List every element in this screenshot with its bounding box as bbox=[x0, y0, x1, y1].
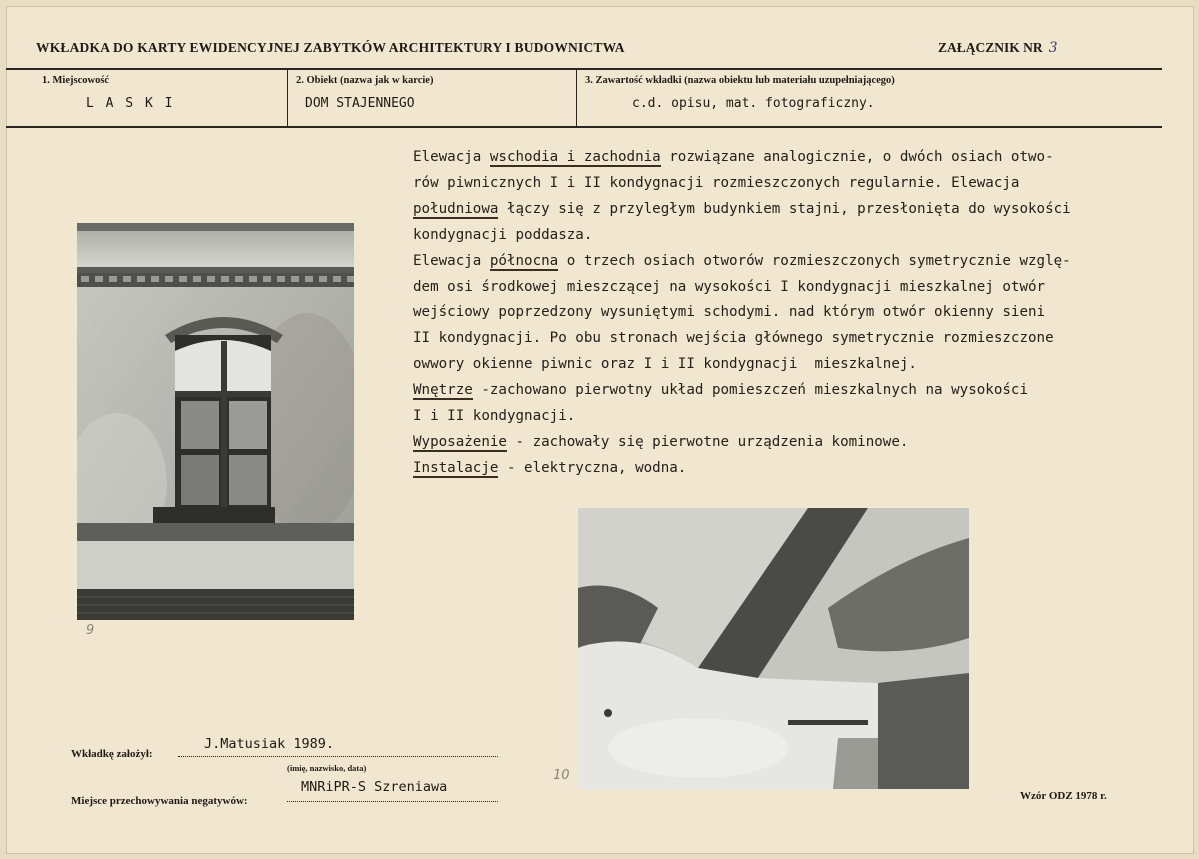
facade-photo-image bbox=[77, 223, 354, 620]
description-line-10: Wnętrze -zachowano pierwotny układ pomieszczeń mieszkalnych na wysokości bbox=[413, 382, 1029, 399]
photo-vaulted-interior bbox=[578, 508, 969, 789]
description-line-5: Elewacja północna o trzech osiach otworów rozmieszczonych symetrycznie wzglę- bbox=[413, 252, 1071, 269]
header-bottom-rule bbox=[6, 126, 1162, 128]
negatives-label: Miejsce przechowywania negatywów: bbox=[71, 795, 248, 807]
description-line-3: południowa łączy się z przyległym budynkiem stajni, przesłonięta do wysokości bbox=[413, 200, 1071, 217]
object-label: 2. Obiekt (nazwa jak w karcie) bbox=[296, 75, 434, 86]
founder-label: Wkładkę założył: bbox=[71, 748, 153, 760]
attachment-number bbox=[938, 40, 1058, 56]
photo-window-facade bbox=[77, 223, 354, 620]
negatives-value: MNRiPR-S Szreniawa bbox=[301, 779, 448, 795]
description-line-4: kondygnacji poddasza. bbox=[413, 226, 593, 243]
description-text bbox=[413, 145, 1193, 482]
founder-hint: (imię, nazwisko, data) bbox=[287, 763, 367, 773]
description-line-2: rów piwnicznych I i II kondygnacji rozmieszczonych regularnie. Elewacja bbox=[413, 174, 1020, 191]
description-line-7: wejściowy poprzedzony wysuniętymi schodymi. nad którym otwór okienny sieni bbox=[413, 304, 1046, 321]
negatives-line bbox=[287, 801, 498, 802]
photo1-number: 9 bbox=[86, 623, 95, 638]
contents-value: c.d. opisu, mat. fotograficzny. bbox=[632, 96, 875, 111]
description-line-12: Wyposażenie - zachowały się pierwotne urządzenia kominowe. bbox=[413, 433, 909, 450]
locality-label: 1. Miejscowość bbox=[42, 75, 110, 86]
contents-label: 3. Zawartość wkładki (nazwa obiektu lub materiału uzupełniającego) bbox=[585, 75, 895, 86]
description-line-13: Instalacje - elektryczna, wodna. bbox=[413, 459, 687, 476]
description-line-9: owwory okienne piwnic oraz I i II kondygnacji mieszkalnej. bbox=[413, 356, 917, 373]
attachment-number-value: 3 bbox=[1048, 40, 1058, 56]
description-line-6: dem osi środkowej mieszczącej na wysokości I kondygnacji mieszkalnej otwór bbox=[413, 278, 1046, 295]
locality-value: L A S K I bbox=[86, 96, 175, 111]
photo2-number: 10 bbox=[553, 768, 570, 783]
description-line-11: I i II kondygnacji. bbox=[413, 408, 576, 425]
card-title: WKŁADKA DO KARTY EWIDENCYJNEJ ZABYTKÓW ARCHITEKTURY I BUDOWNICTWA bbox=[36, 40, 625, 55]
template-note: Wzór ODZ 1978 r. bbox=[1020, 790, 1107, 802]
description-line-1: Elewacja wschodia i zachodnia rozwiązane analogicznie, o dwóch osiach otwo- bbox=[413, 149, 1054, 165]
founder-value: J.Matusiak 1989. bbox=[204, 736, 335, 752]
interior-photo-image bbox=[578, 508, 969, 789]
object-value: DOM STAJENNEGO bbox=[305, 96, 415, 111]
attachment-label: ZAŁĄCZNIK NR bbox=[938, 40, 1043, 55]
field-divider-1 bbox=[287, 70, 288, 126]
header-top-rule bbox=[6, 68, 1162, 70]
field-divider-2 bbox=[576, 70, 577, 126]
founder-line bbox=[178, 756, 498, 757]
description-line-8: II kondygnacji. Po obu stronach wejścia głównego symetrycznie rozmieszczone bbox=[413, 330, 1054, 347]
